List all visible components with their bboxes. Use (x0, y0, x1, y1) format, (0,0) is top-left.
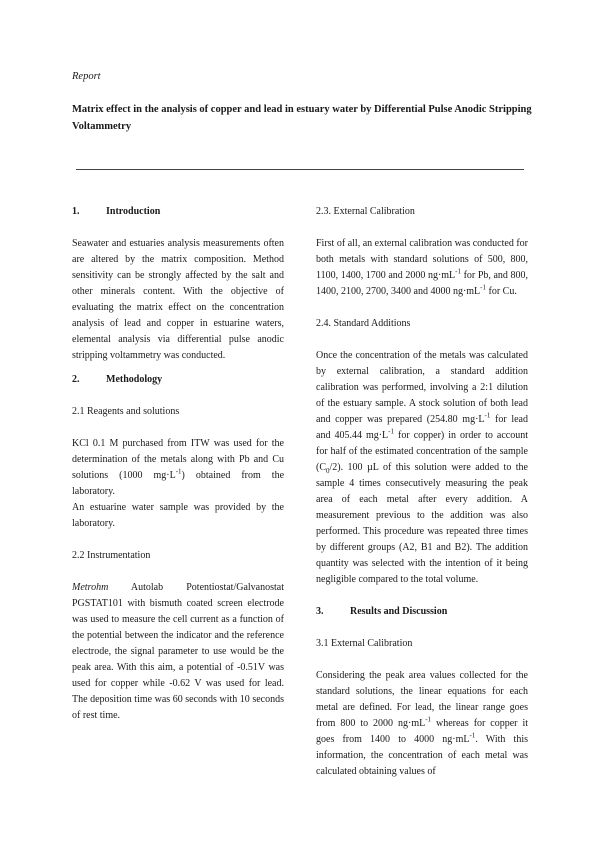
report-label: Report (72, 71, 101, 82)
right-column (316, 204, 528, 780)
subsection-heading-results-calibration: 3.1 External Calibration (316, 638, 413, 649)
subsection-heading-instrumentation: 2.2 Instrumentation (72, 550, 151, 561)
title-divider (76, 169, 524, 170)
subsection-heading-reagents: 2.1 Reagents and solutions (72, 406, 180, 417)
external-calibration-paragraph: First of all, an external calibration was conducted for both metals with standard solutions of 500, 800, 1100, 1400, 1700 and 2000 $ng\cdot mL^{-1}$ for Pb, and 800, 1400, 2100, 2700, 3400 and 4000 $ng\cdot mL^{-1}$ for Cu. (316, 238, 528, 297)
subsection-heading-external-calibration: 2.3. External Calibration (316, 206, 415, 217)
section-heading-methodology (72, 372, 284, 388)
section-title: Methodology (106, 374, 163, 385)
section-number: 2. (72, 374, 80, 385)
instrumentation-paragraph: Metrohm Autolab Potentiostat/Galvanostat PGSTAT101 with bismuth coated screen electrode was used to measure the cell current as a function of the potential between the indicator and the reference electrode, the signal parameter to use would be the peak area. With this aim, a potential of -0.51V was used for copper while -0.62 V was used for lead. The deposition time was 60 seconds with 10 seconds of rest time. (72, 582, 284, 721)
sample-paragraph: An estuarine water sample was provided by the laboratory. (72, 502, 284, 529)
section-heading-results (316, 604, 528, 620)
subsection-heading-standard-additions: 2.4. Standard Additions (316, 318, 411, 329)
section-title: Introduction (106, 206, 161, 217)
results-paragraph: Considering the peak area values collected for the standard solutions, the linear equations for each metal are defined. For lead, the linear range goes from 800 to 2000 $ng\cdot mL^{-1}$ whereas for copper it goes from 1400 to 4000 $ng\cdot mL^{-1}$. With this information, the concentration of each metal was calculated obtaining values of (316, 670, 528, 777)
reagents-paragraph: KCl 0.1 M purchased from ITW was used for the determination of the metals along with Pb and Cu solutions (1000 $mg\cdot L^{-1}$) obtained from the laboratory. (72, 438, 285, 497)
section-number: 3. (316, 606, 324, 617)
section-number: 1. (72, 206, 80, 217)
paper-title: Matrix effect in the analysis of copper and lead in estuary water by Differential Pulse Anodic Stripping Voltammetry (72, 104, 532, 132)
section-title: Results and Discussion (350, 606, 448, 617)
intro-paragraph: Seawater and estuaries analysis measurements often are altered by the matrix composition. Method sensitivity can be strongly affected by the salt and other minerals content. With the objective of evaluating the matrix effect on the concentration analysis of lead and copper in estuarine waters, elemental analysis via differential pulse anodic stripping voltammetry was conducted. (72, 238, 284, 361)
standard-additions-paragraph: Once the concentration of the metals was calculated by external calibration, a standard addition calibration was performed, involving a 2:1 dilution of the estuary sample. A stock solution of both lead and copper was prepared (254.80 $mg\cdot L^{-1}$ for lead and 405.44 $mg\cdot L^{-1}$ for copper) in order to account for half of the estimated concentration of the sample $(C_0/2)$. 100 µL of this solution were added to the sample 4 times consecutively measuring the peak area of each metal after every addition. A measurement previous to the addition was also performed. This procedure was repeated three times by different groups (A2, B1 and B2). The addition quantity was selected with the intention of it being negligible compared to the total volume. (316, 350, 528, 585)
section-heading-introduction (72, 204, 284, 220)
left-column (72, 204, 284, 724)
